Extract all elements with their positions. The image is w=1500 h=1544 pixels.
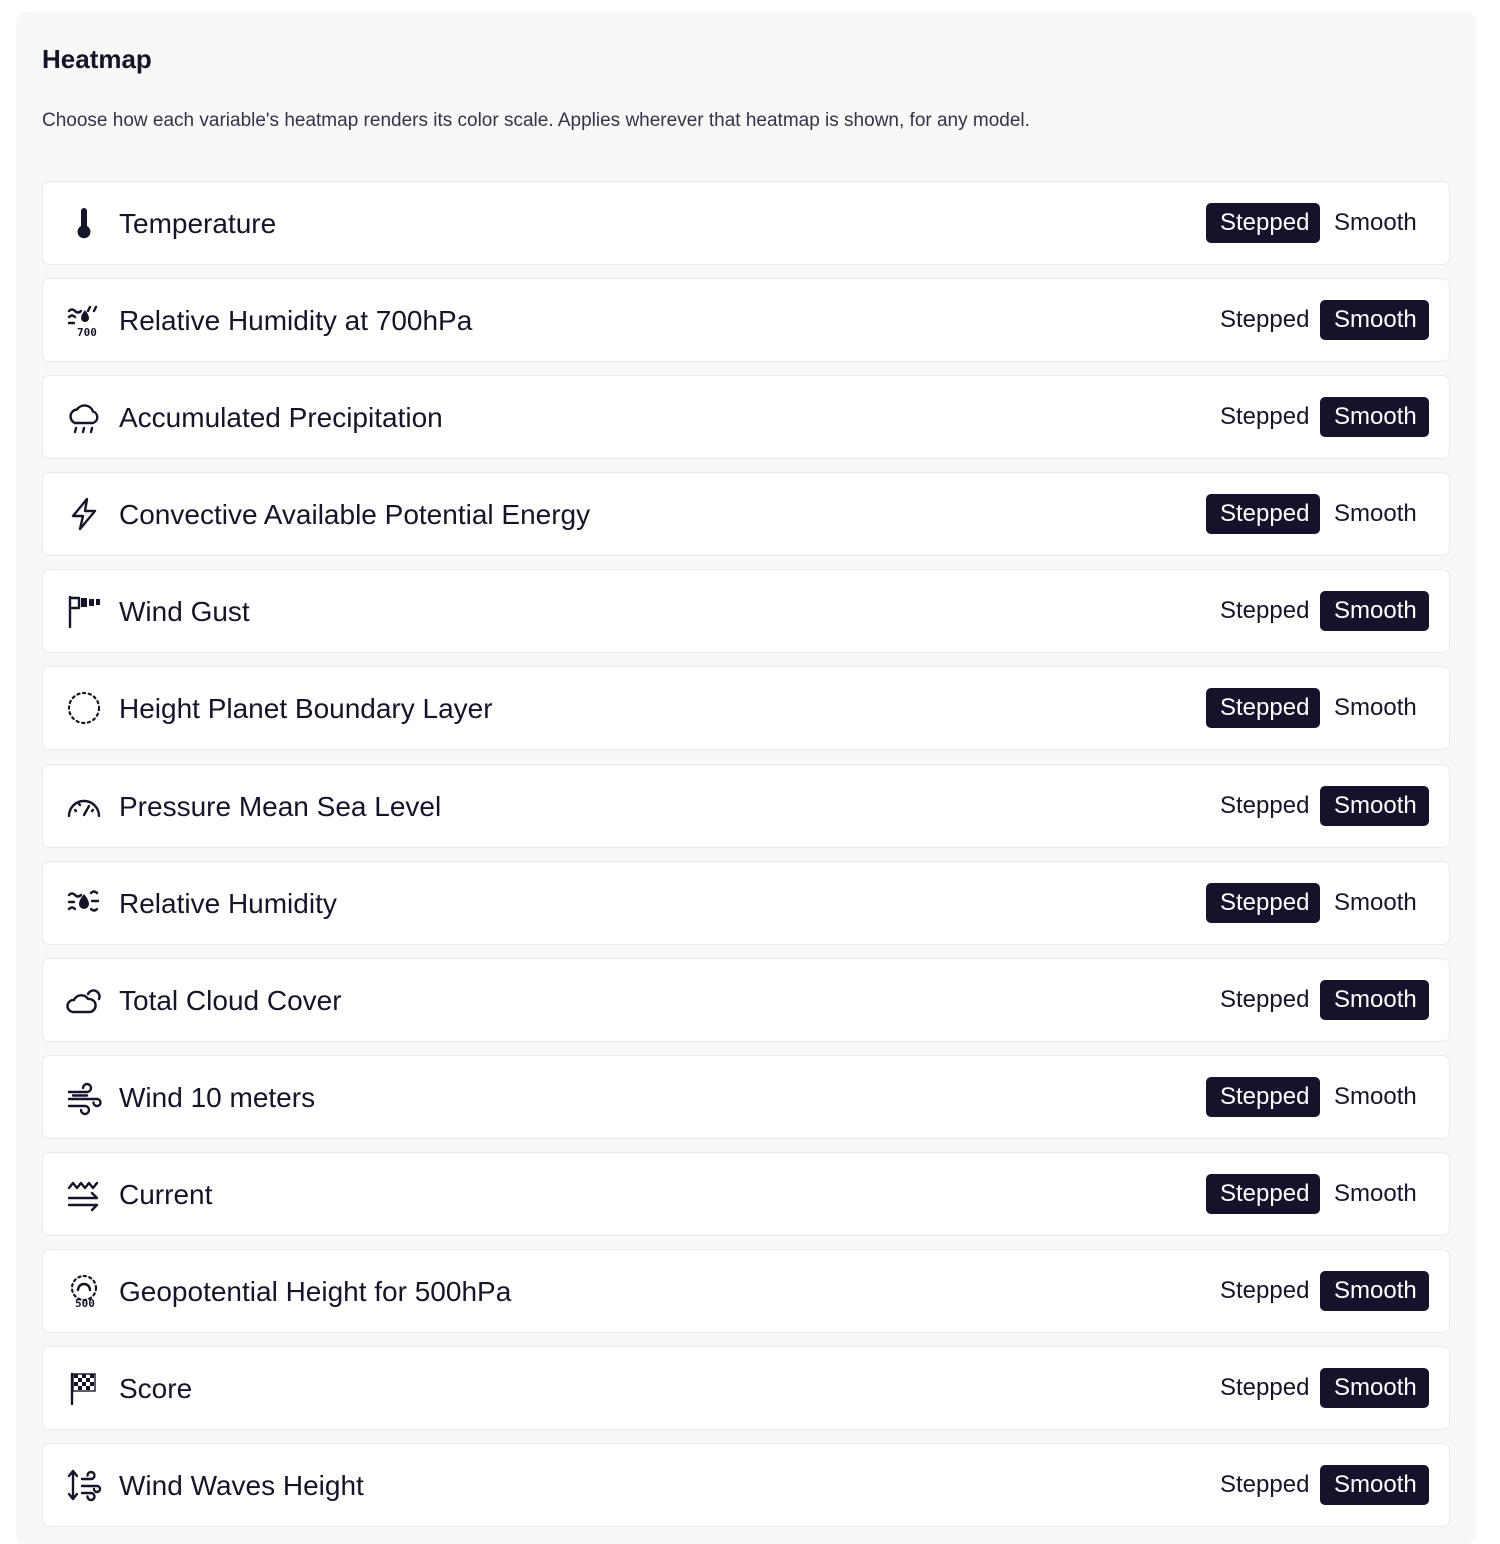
cloud-sun-icon [65,981,103,1019]
stepped-option-button[interactable]: Stepped [1206,786,1320,826]
stepped-option-button[interactable]: Stepped [1206,591,1320,631]
humidity-icon [65,884,103,922]
variable-label: Wind 10 meters [119,1081,316,1113]
render-mode-toggle [1206,883,1429,923]
wind-icon [65,1078,103,1116]
render-mode-toggle [1206,980,1429,1020]
variable-label: Pressure Mean Sea Level [119,790,442,822]
variable-row-score [42,1346,1450,1430]
geopotential-500-icon [65,1272,103,1310]
variable-row-pressure-mean-sea-level [42,764,1450,848]
variable-label: Relative Humidity at 700hPa [119,305,473,337]
smooth-option-button[interactable]: Smooth [1320,203,1429,243]
windsock-icon [65,592,103,630]
variable-row-accumulated-precipitation [42,375,1450,459]
smooth-option-button[interactable]: Smooth [1320,494,1429,534]
variable-label: Score [119,1373,193,1405]
variable-label: Height Planet Boundary Layer [119,693,493,725]
smooth-option-button[interactable]: Smooth [1320,980,1429,1020]
variable-row-wind-10-meters [42,1055,1450,1139]
variable-row-total-cloud-cover [42,958,1450,1042]
stepped-option-button[interactable]: Stepped [1206,494,1320,534]
stepped-option-button[interactable]: Stepped [1206,883,1320,923]
wave-height-icon [65,1466,103,1504]
smooth-option-button[interactable]: Smooth [1320,397,1429,437]
render-mode-toggle [1206,300,1429,340]
variable-label: Total Cloud Cover [119,984,342,1016]
thermometer-icon [65,204,103,242]
variable-row-relative-humidity-at-700hpa [42,278,1450,362]
stepped-option-button[interactable]: Stepped [1206,1271,1320,1311]
section-description: Choose how each variable's heatmap renders its color scale. Applies wherever that heatmap is shown, for any model. [42,110,1030,131]
render-mode-toggle [1206,203,1429,243]
smooth-option-button[interactable]: Smooth [1320,300,1429,340]
stepped-option-button[interactable]: Stepped [1206,300,1320,340]
stepped-option-button[interactable]: Stepped [1206,397,1320,437]
smooth-option-button[interactable]: Smooth [1320,1368,1429,1408]
variable-row-wind-gust [42,569,1450,653]
smooth-option-button[interactable]: Smooth [1320,591,1429,631]
render-mode-toggle [1206,1174,1429,1214]
smooth-option-button[interactable]: Smooth [1320,1077,1429,1117]
stepped-option-button[interactable]: Stepped [1206,203,1320,243]
render-mode-toggle [1206,397,1429,437]
variable-row-convective-available-potential-energy [42,472,1450,556]
render-mode-toggle [1206,1077,1429,1117]
variable-label: Current [119,1178,213,1210]
variable-label: Relative Humidity [119,887,337,919]
svg-text:500: 500 [75,1297,95,1311]
smooth-option-button[interactable]: Smooth [1320,1465,1429,1505]
variable-row-geopotential-height-for-500hpa [42,1249,1450,1333]
stepped-option-button[interactable]: Stepped [1206,1465,1320,1505]
stepped-option-button[interactable]: Stepped [1206,1368,1320,1408]
stepped-option-button[interactable]: Stepped [1206,1174,1320,1214]
variable-list [42,181,1450,1540]
smooth-option-button[interactable]: Smooth [1320,786,1429,826]
heatmap-settings-panel [16,12,1476,1544]
gauge-icon [65,787,103,825]
cloud-rain-icon [65,398,103,436]
render-mode-toggle [1206,494,1429,534]
variable-label: Accumulated Precipitation [119,402,443,434]
smooth-option-button[interactable]: Smooth [1320,883,1429,923]
variable-row-temperature [42,181,1450,265]
stepped-option-button[interactable]: Stepped [1206,1077,1320,1117]
variable-label: Convective Available Potential Energy [119,499,591,531]
variable-row-relative-humidity [42,861,1450,945]
variable-row-current [42,1152,1450,1236]
render-mode-toggle [1206,1271,1429,1311]
render-mode-toggle [1206,786,1429,826]
render-mode-toggle [1206,1465,1429,1505]
stepped-option-button[interactable]: Stepped [1206,980,1320,1020]
dotted-circle-icon [65,689,103,727]
svg-text:700: 700 [77,326,97,340]
lightning-icon [65,495,103,533]
variable-label: Wind Waves Height [119,1470,364,1502]
variable-label: Geopotential Height for 500hPa [119,1276,512,1308]
variable-row-wind-waves-height [42,1443,1450,1527]
variable-label: Temperature [119,208,277,239]
section-title: Heatmap [42,44,152,74]
render-mode-toggle [1206,1368,1429,1408]
render-mode-toggle [1206,591,1429,631]
current-icon [65,1175,103,1213]
variable-row-height-planet-boundary-layer [42,666,1450,750]
smooth-option-button[interactable]: Smooth [1320,1271,1429,1311]
render-mode-toggle [1206,688,1429,728]
stepped-option-button[interactable]: Stepped [1206,688,1320,728]
variable-label: Wind Gust [119,596,250,628]
smooth-option-button[interactable]: Smooth [1320,688,1429,728]
smooth-option-button[interactable]: Smooth [1320,1174,1429,1214]
humidity-700-icon [65,301,103,339]
checkered-flag-icon [65,1369,103,1407]
